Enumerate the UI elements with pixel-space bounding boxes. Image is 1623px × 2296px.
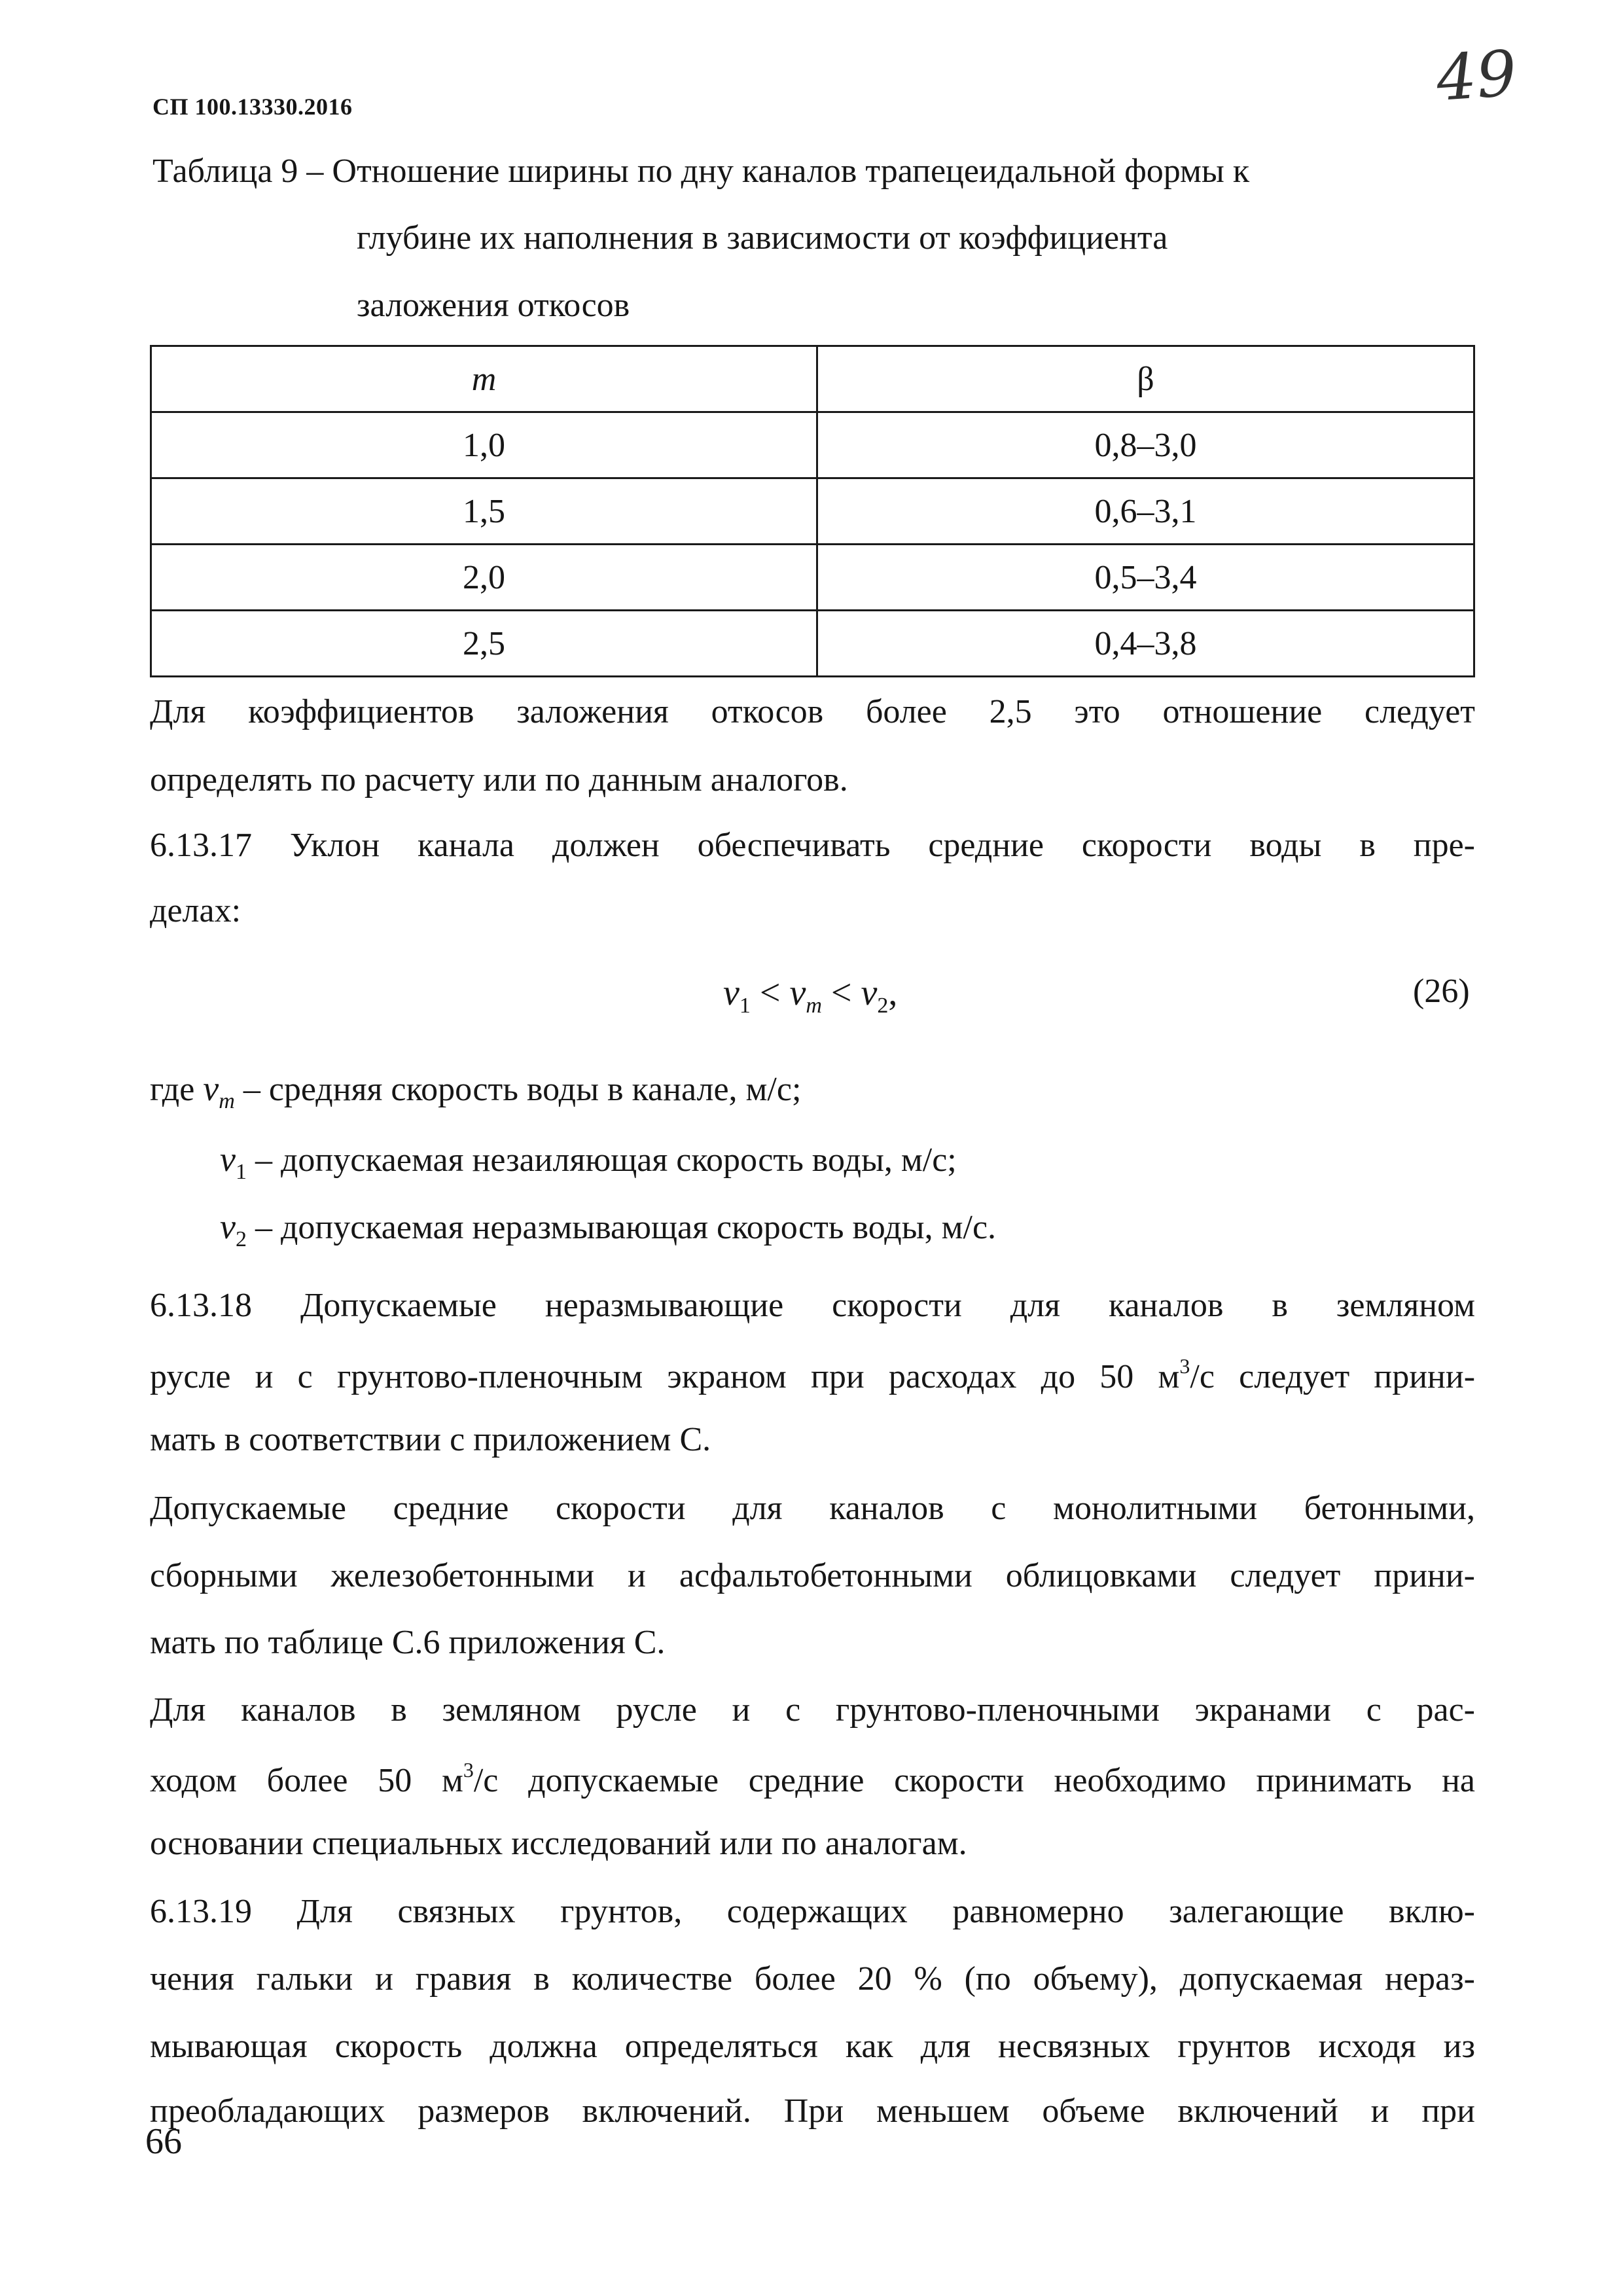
paragraph-line: сборными железобетонными и асфальтобетонными облицовками следует прини- (150, 1557, 1475, 1594)
table-row (151, 412, 1474, 478)
table-row (151, 611, 1474, 677)
cell-m: 1,0 (151, 412, 817, 478)
cell-beta: 0,5–3,4 (817, 545, 1474, 611)
table-caption-line-3: заложения откосов (357, 287, 630, 324)
paragraph-line: чения гальки и гравия в количестве более 20 % (по объему), допускаемая нераз- (150, 1960, 1475, 1998)
paragraph-line: мать в соответствии с приложением С. (150, 1421, 711, 1458)
where-v2: $v_2$ – допускаемая неразмывающая скорость воды, м/с. (220, 1207, 997, 1251)
paragraph-line: русле и с грунтово-пленочным экраном при расходах до 50 $м^3/с$ следует прини- (150, 1354, 1476, 1395)
paragraph-line: ходом более 50 $м^3/с$ допускаемые средние скорости необходимо принимать на (150, 1758, 1475, 1799)
paragraph-line: 6.13.19 Для связных грунтов, содержащих равномерно залегающие вклю- (150, 1893, 1475, 1930)
formula-number: (26) (1413, 973, 1470, 1010)
paragraph-line: делах: (150, 892, 241, 929)
paragraph-line: определять по расчету или по данным аналогов. (150, 761, 848, 798)
paragraph-line: преобладающих размеров включений. При меньшем объеме включений и при (150, 2092, 1475, 2130)
paragraph-line: 6.13.17 Уклон канала должен обеспечивать средние скорости воды в пре- (150, 827, 1475, 864)
cell-beta: 0,8–3,0 (817, 412, 1474, 478)
table-row (151, 545, 1474, 611)
document-code: СП 100.13330.2016 (152, 94, 353, 120)
table-header-row (151, 346, 1474, 412)
header-beta: β (817, 346, 1474, 412)
cell-m: 2,0 (151, 545, 817, 611)
table-caption-line-1: Таблица 9 – Отношение ширины по дну каналов трапецеидальной формы к (152, 152, 1250, 190)
paragraph-line: Для каналов в земляном русле и с грунтово-пленочными экранами с рас- (150, 1691, 1475, 1729)
cell-beta: 0,4–3,8 (817, 611, 1474, 677)
paragraph-line: Допускаемые средние скорости для каналов с монолитными бетонными, (150, 1490, 1475, 1527)
cell-m: 2,5 (151, 611, 817, 677)
header-m: m (151, 346, 817, 412)
table-row (151, 478, 1474, 545)
formula-26: $v_1 < v_m < v_2$, (723, 973, 898, 1018)
table-9 (150, 345, 1475, 677)
handwritten-page-mark: 49 (1434, 36, 1519, 116)
paragraph-line: Для коэффициентов заложения откосов более 2,5 это отношение следует (150, 693, 1475, 730)
where-v1: $v_1$ – допускаемая незаиляющая скорость воды, м/с; (220, 1139, 957, 1184)
table-caption-line-2: глубине их наполнения в зависимости от коэффициента (357, 219, 1168, 257)
paragraph-line: 6.13.18 Допускаемые неразмывающие скорости для каналов в земляном (150, 1287, 1475, 1324)
where-vm: где $v_m$ – средняя скорость воды в канале, м/с; (150, 1069, 802, 1113)
paragraph-line: мать по таблице С.6 приложения С. (150, 1624, 666, 1661)
paragraph-line: основании специальных исследований или по аналогам. (150, 1825, 967, 1862)
page-number: 66 (145, 2121, 182, 2162)
cell-m: 1,5 (151, 478, 817, 545)
paragraph-line: мывающая скорость должна определяться как для несвязных грунтов исходя из (150, 2028, 1475, 2065)
cell-beta: 0,6–3,1 (817, 478, 1474, 545)
